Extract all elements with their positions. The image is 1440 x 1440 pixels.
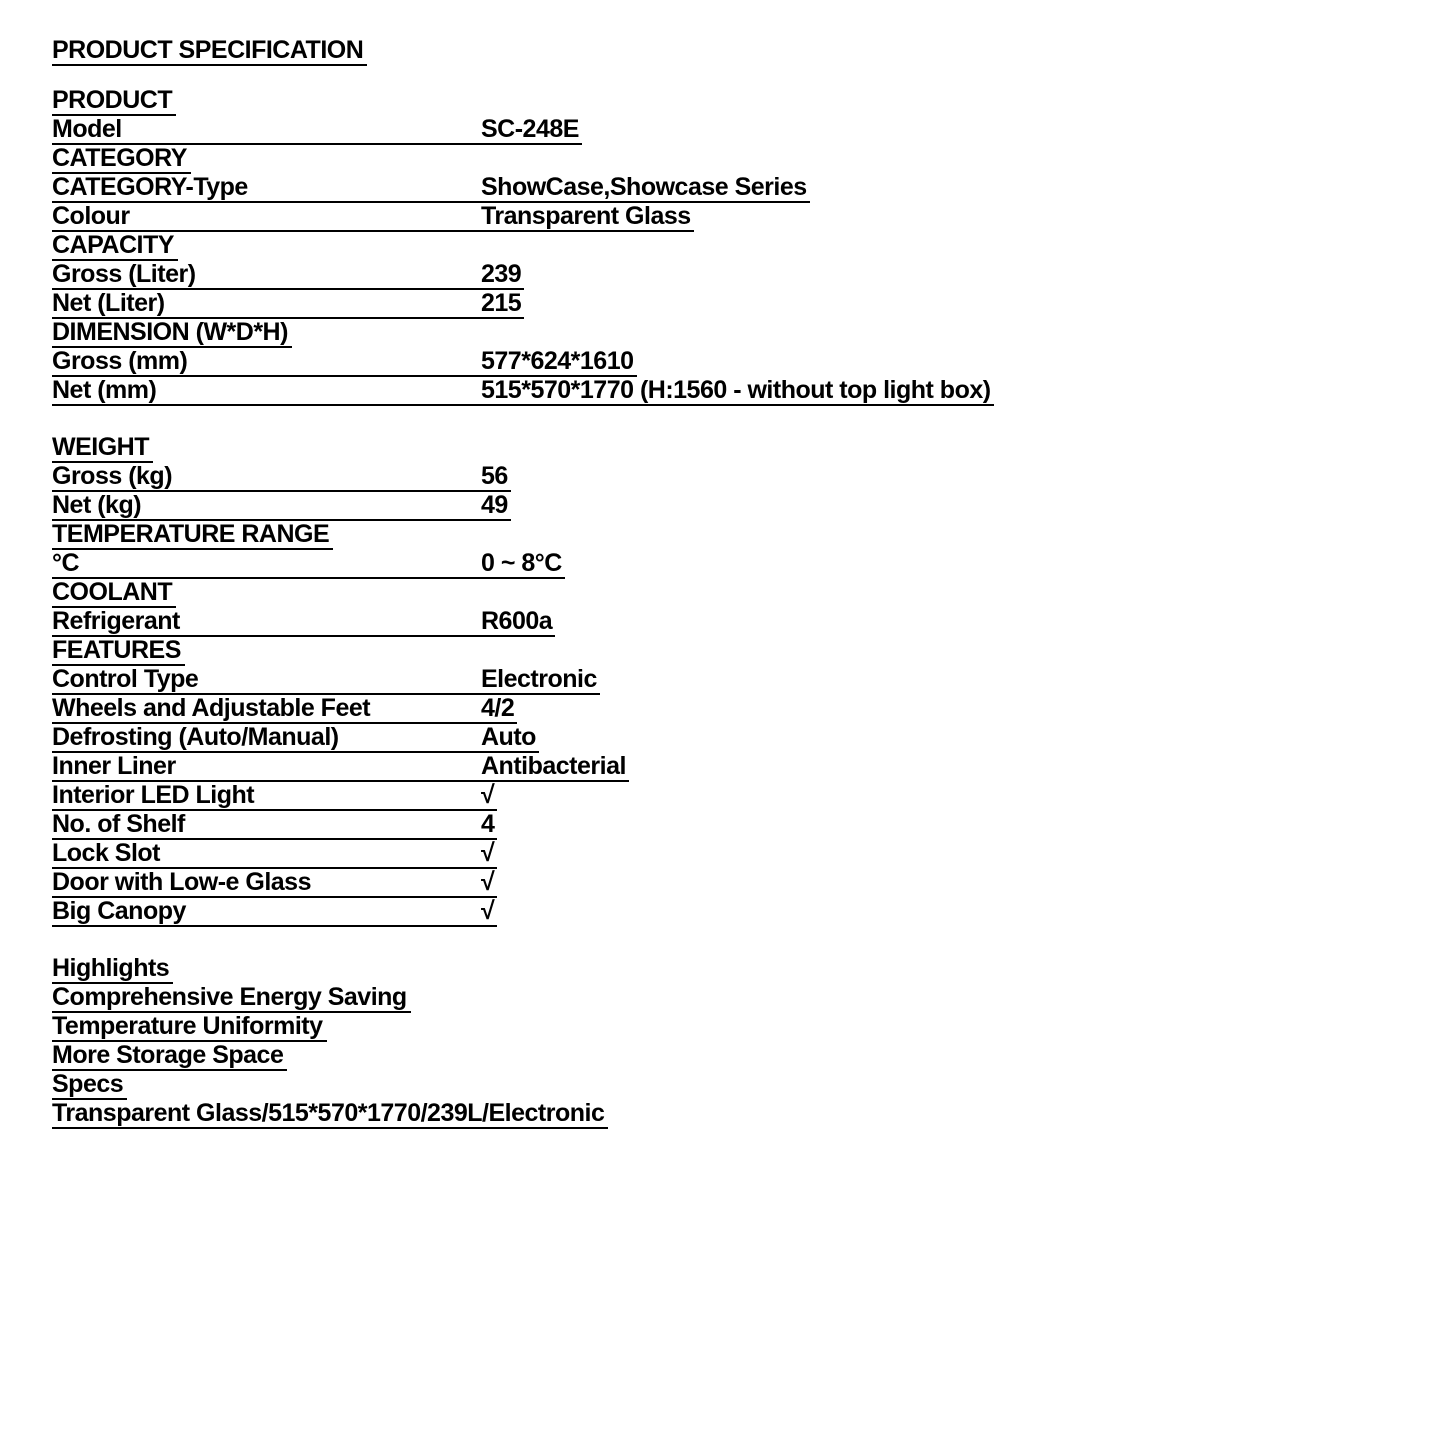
- spec-label: Refrigerant: [52, 607, 180, 635]
- spec-row-category-type: [52, 174, 810, 203]
- spec-label: Door with Low-e Glass: [52, 868, 311, 896]
- spec-value: SC-248E: [481, 115, 579, 143]
- section-header-features: FEATURES: [52, 637, 185, 666]
- spec-value: 215: [481, 289, 522, 317]
- section-header-product: PRODUCT: [52, 87, 176, 116]
- page-title-wrap: [52, 37, 1400, 66]
- spec-value: 4/2: [481, 694, 515, 722]
- spec-row-control-type: [52, 666, 600, 695]
- spec-label: Gross (Liter): [52, 260, 196, 288]
- highlight-line-specs: Specs: [52, 1071, 127, 1100]
- spec-row-lock-slot: [52, 840, 497, 869]
- spec-row-gross-kg: [52, 463, 511, 492]
- spec-label: Big Canopy: [52, 897, 186, 925]
- spec-label: Gross (kg): [52, 462, 173, 490]
- spec-label: Net (kg): [52, 491, 142, 519]
- spec-value: 577*624*1610: [481, 347, 634, 375]
- spec-label: CATEGORY-Type: [52, 173, 248, 201]
- spec-row-colour: [52, 203, 694, 232]
- spec-value: 49: [481, 491, 508, 519]
- section-header-dimension: DIMENSION (W*D*H): [52, 319, 292, 348]
- highlight-line-more-storage: More Storage Space: [52, 1042, 287, 1071]
- spec-label: °C: [52, 549, 80, 577]
- spec-value: 4: [481, 810, 495, 838]
- highlights-header: Highlights: [52, 955, 173, 984]
- section-header-coolant: COOLANT: [52, 579, 176, 608]
- spec-value: Transparent Glass: [481, 202, 691, 230]
- spec-label: Model: [52, 115, 122, 143]
- spec-label: Inner Liner: [52, 752, 176, 780]
- spec-value: ShowCase,Showcase Series: [481, 173, 807, 201]
- spec-row-wheels-adjustable-feet: [52, 695, 517, 724]
- section-header-temperature-range: TEMPERATURE RANGE: [52, 521, 333, 550]
- highlight-line-specs-summary: Transparent Glass/515*570*1770/239L/Electronic: [52, 1100, 608, 1129]
- spec-row-gross-mm: [52, 348, 637, 377]
- spec-value: 515*570*1770 (H:1560 - without top light box): [481, 376, 991, 404]
- spec-row-model: [52, 116, 582, 145]
- section-header-weight: WEIGHT: [52, 434, 153, 463]
- section-gap: [52, 927, 1400, 955]
- spec-label: Defrosting (Auto/Manual): [52, 723, 339, 751]
- spec-row-net-kg: [52, 492, 511, 521]
- page-title: PRODUCT SPECIFICATION: [52, 37, 367, 66]
- spec-row-defrosting: [52, 724, 539, 753]
- spec-value: 56: [481, 462, 508, 490]
- highlight-line-temperature-uniformity: Temperature Uniformity: [52, 1013, 327, 1042]
- highlight-line-energy-saving: Comprehensive Energy Saving: [52, 984, 411, 1013]
- spec-label: Wheels and Adjustable Feet: [52, 694, 371, 722]
- section-header-category: CATEGORY: [52, 145, 191, 174]
- spec-row-net-liter: [52, 290, 524, 319]
- spec-row-net-mm: [52, 377, 994, 406]
- checkmark-symbol: √: [481, 897, 495, 925]
- spec-value: 0 ~ 8°C: [481, 549, 562, 577]
- spec-label: Gross (mm): [52, 347, 188, 375]
- spec-row-refrigerant: [52, 608, 555, 637]
- spec-row-no-of-shelf: [52, 811, 497, 840]
- spec-value: R600a: [481, 607, 553, 635]
- spec-row-temperature-c: [52, 550, 565, 579]
- spec-label: No. of Shelf: [52, 810, 185, 838]
- checkmark-symbol: √: [481, 781, 495, 809]
- spec-value: Auto: [481, 723, 536, 751]
- section-gap: [52, 406, 1400, 434]
- spec-label: Lock Slot: [52, 839, 161, 867]
- section-header-capacity: CAPACITY: [52, 232, 178, 261]
- spec-row-inner-liner: [52, 753, 629, 782]
- spec-value: 239: [481, 260, 522, 288]
- spec-row-interior-led-light: [52, 782, 497, 811]
- checkmark-symbol: √: [481, 839, 495, 867]
- spec-value: Antibacterial: [481, 752, 626, 780]
- spec-label: Net (Liter): [52, 289, 165, 317]
- spec-label: Colour: [52, 202, 130, 230]
- checkmark-symbol: √: [481, 868, 495, 896]
- spec-label: Control Type: [52, 665, 199, 693]
- spec-value: Electronic: [481, 665, 597, 693]
- spec-label: Interior LED Light: [52, 781, 255, 809]
- spec-label: Net (mm): [52, 376, 157, 404]
- spec-row-door-low-e-glass: [52, 869, 497, 898]
- spec-row-gross-liter: [52, 261, 524, 290]
- spec-row-big-canopy: [52, 898, 497, 927]
